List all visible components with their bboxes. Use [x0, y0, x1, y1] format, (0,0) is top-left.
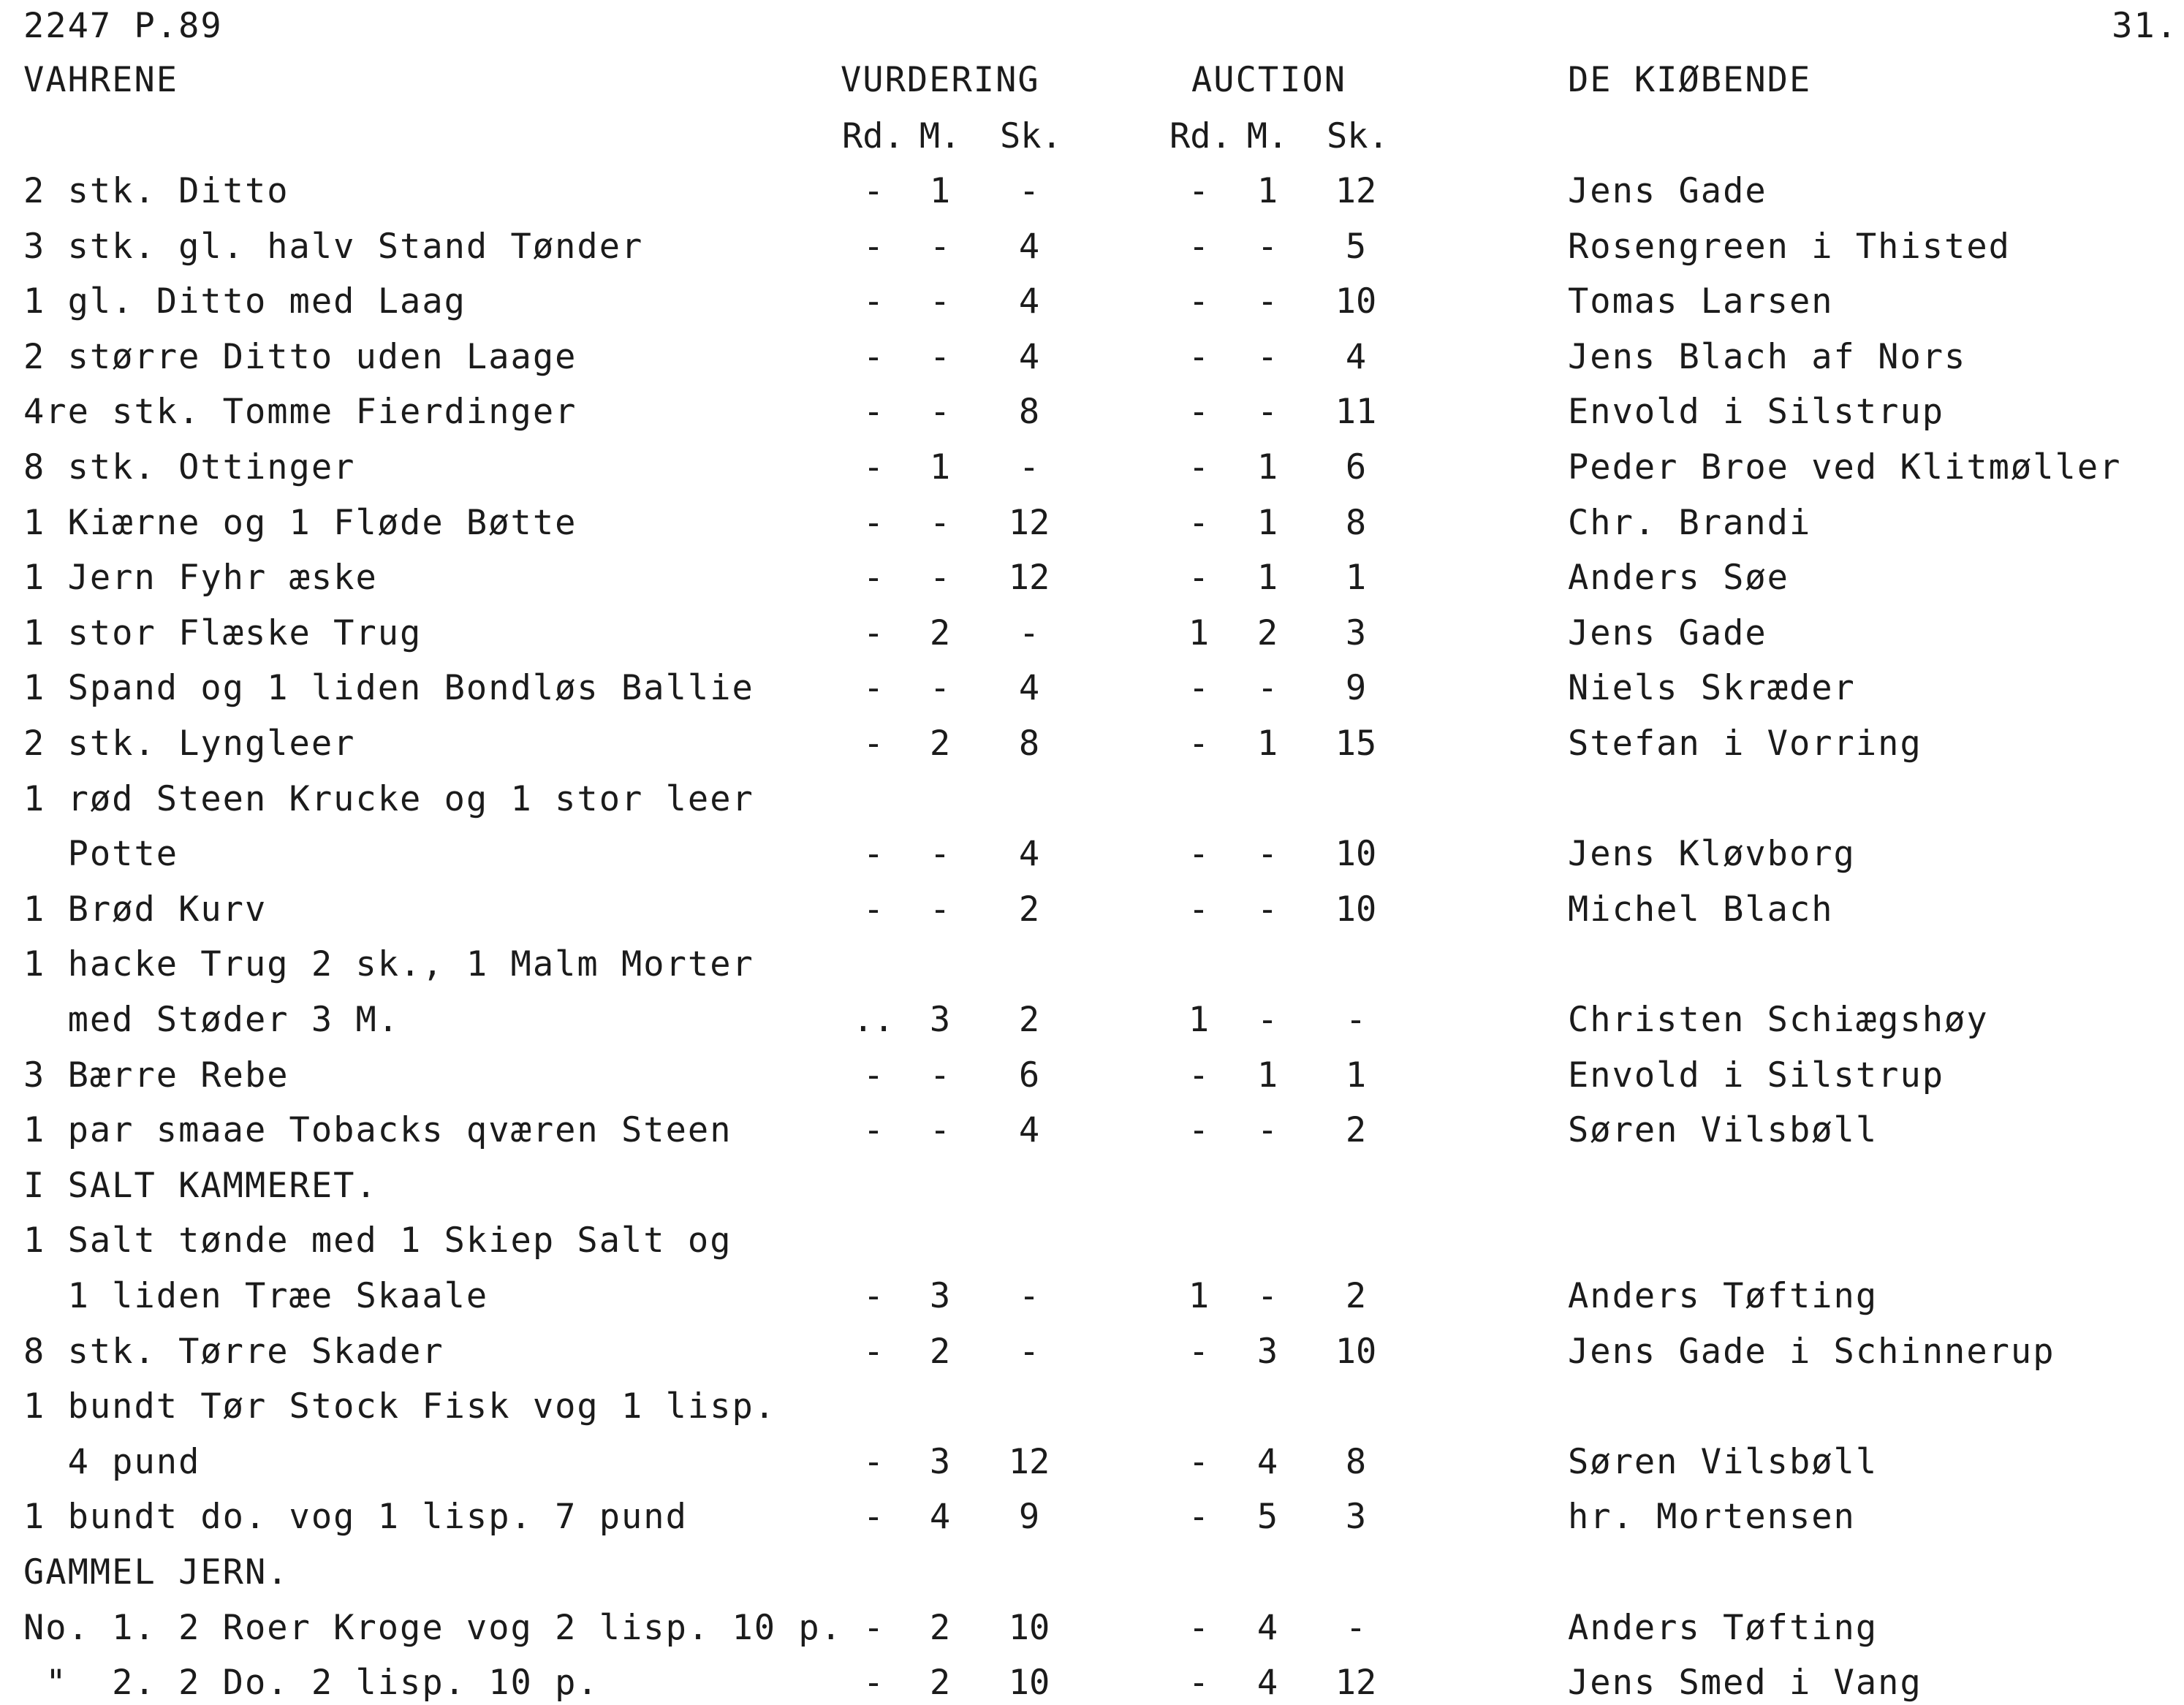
valuation-rd-cell: -: [862, 834, 884, 874]
auction-rd-cell: -: [1188, 227, 1210, 267]
row-buyer: Christen Schiægshøy: [1568, 1000, 1989, 1040]
valuation-sk-cell: 12: [1008, 558, 1050, 598]
valuation-sk-cell: 9: [1018, 1497, 1040, 1537]
row-item: 1 bundt do. vog 1 lisp. 7 pund: [23, 1497, 688, 1537]
valuation-sk-cell: -: [1018, 447, 1040, 487]
auction-sk-cell: 2: [1345, 1276, 1367, 1316]
valuation-sk-cell: 6: [1018, 1055, 1040, 1095]
row-item: 4re stk. Tomme Fierdinger: [23, 392, 577, 432]
row-buyer: Søren Vilsbøll: [1568, 1442, 1878, 1482]
auction-m-cell: 1: [1256, 171, 1278, 211]
row-buyer: Rosengreen i Thisted: [1568, 227, 2011, 267]
auction-m-cell: -: [1256, 227, 1278, 267]
row-buyer: Anders Søe: [1568, 558, 1789, 598]
valuation-m-cell: 4: [929, 1497, 951, 1537]
auction-sk-cell: 4: [1345, 337, 1367, 377]
valuation-rd-cell: -: [862, 447, 884, 487]
valuation-rd-cell: -: [862, 889, 884, 930]
valuation-m-cell: -: [929, 392, 951, 432]
row-item: 1 rød Steen Krucke og 1 stor leer: [23, 779, 754, 819]
valuation-sk-cell: -: [1018, 613, 1040, 653]
auction-m-cell: -: [1256, 281, 1278, 322]
valuation-rd-cell: -: [862, 724, 884, 764]
auction-rd-cell: -: [1188, 1332, 1210, 1372]
valuation-sk-cell: 10: [1008, 1663, 1050, 1703]
auction-rd-cell: -: [1188, 889, 1210, 930]
auction-m-cell: 1: [1256, 724, 1278, 764]
valuation-m-cell: -: [929, 1110, 951, 1150]
column-header-valuation: VURDERING: [841, 60, 1040, 100]
row-item: 4 pund: [23, 1442, 201, 1482]
row-item: 3 Bærre Rebe: [23, 1055, 289, 1095]
valuation-rd-cell: -: [862, 1663, 884, 1703]
auction-sk-cell: 15: [1335, 724, 1377, 764]
row-item: 1 stor Flæske Trug: [23, 613, 422, 653]
row-buyer: Niels Skræder: [1568, 668, 1856, 708]
valuation-m-cell: 3: [929, 1442, 951, 1482]
row-item: " 2. 2 Do. 2 lisp. 10 p.: [23, 1663, 599, 1703]
auction-sk-cell: 6: [1345, 447, 1367, 487]
row-buyer: Jens Gade i Schinnerup: [1568, 1332, 2055, 1372]
row-buyer: Anders Tøfting: [1568, 1608, 1878, 1648]
valuation-m-cell: 3: [929, 1276, 951, 1316]
row-buyer: hr. Mortensen: [1568, 1497, 1856, 1537]
auction-rd-cell: -: [1188, 171, 1210, 211]
valuation-m-cell: 2: [929, 1663, 951, 1703]
auction-m-cell: 1: [1256, 503, 1278, 543]
valuation-rd-cell: -: [862, 1110, 884, 1150]
auction-rd-cell: -: [1188, 558, 1210, 598]
auction-rd-cell: -: [1188, 1497, 1210, 1537]
valuation-m-cell: 2: [929, 724, 951, 764]
valuation-rd-cell: ..: [852, 1000, 895, 1040]
row-buyer: Michel Blach: [1568, 889, 1834, 930]
auction-sk-cell: 10: [1335, 281, 1377, 322]
row-item: Potte: [23, 834, 179, 874]
valuation-rd-cell: -: [862, 613, 884, 653]
auction-rd-cell: -: [1188, 834, 1210, 874]
row-item: 1 hacke Trug 2 sk., 1 Malm Morter: [23, 944, 754, 984]
auction-sk-cell: 1: [1345, 1055, 1367, 1095]
valuation-sk-cell: 8: [1018, 724, 1040, 764]
valuation-m-cell: 2: [929, 1608, 951, 1648]
column-header-auction: AUCTION: [1191, 60, 1347, 100]
row-buyer: Jens Kløvborg: [1568, 834, 1856, 874]
row-item: 1 bundt Tør Stock Fisk vog 1 lisp.: [23, 1386, 777, 1427]
row-item: 1 gl. Ditto med Laag: [23, 281, 466, 322]
auction-sk-cell: 2: [1345, 1110, 1367, 1150]
row-item: 1 Kiærne og 1 Fløde Bøtte: [23, 503, 577, 543]
row-item: No. 1. 2 Roer Kroge vog 2 lisp. 10 p.: [23, 1608, 843, 1648]
row-item: 1 Salt tønde med 1 Skiep Salt og: [23, 1220, 732, 1261]
auction-sk-cell: 11: [1335, 392, 1377, 432]
valuation-rd-cell: -: [862, 1332, 884, 1372]
row-buyer: Chr. Brandi: [1568, 503, 1812, 543]
auction-m-cell: -: [1256, 834, 1278, 874]
row-item: GAMMEL JERN.: [23, 1552, 289, 1592]
valuation-rd-cell: -: [862, 281, 884, 322]
valuation-rd-cell: -: [862, 1055, 884, 1095]
valuation-m-cell: 1: [929, 447, 951, 487]
valuation-m-cell: -: [929, 889, 951, 930]
row-buyer: Envold i Silstrup: [1568, 392, 1945, 432]
auction-m-cell: -: [1256, 668, 1278, 708]
auction-m-cell: -: [1256, 392, 1278, 432]
valuation-m-cell: -: [929, 337, 951, 377]
row-buyer: Jens Smed i Vang: [1568, 1663, 1922, 1703]
auction-rd-cell: -: [1188, 1663, 1210, 1703]
column-header-items: VAHRENE: [23, 60, 179, 100]
document-reference: 2247 P.89: [23, 6, 223, 46]
row-item: 2 stk. Lyngleer: [23, 724, 356, 764]
valuation-rd-cell: -: [862, 503, 884, 543]
auction-m-cell: -: [1256, 1276, 1278, 1316]
auction-m-cell: 1: [1256, 447, 1278, 487]
subheader-auction-m: M.: [1246, 116, 1289, 156]
row-item: 3 stk. gl. halv Stand Tønder: [23, 227, 644, 267]
row-item: med Støder 3 M.: [23, 1000, 401, 1040]
auction-rd-cell: -: [1188, 1442, 1210, 1482]
valuation-sk-cell: 4: [1018, 227, 1040, 267]
valuation-rd-cell: -: [862, 337, 884, 377]
valuation-sk-cell: 8: [1018, 392, 1040, 432]
row-buyer: Stefan i Vorring: [1568, 724, 1922, 764]
auction-m-cell: 1: [1256, 1055, 1278, 1095]
valuation-sk-cell: 4: [1018, 281, 1040, 322]
subheader-auction-sk: Sk.: [1327, 116, 1389, 156]
auction-m-cell: -: [1256, 337, 1278, 377]
auction-sk-cell: 8: [1345, 1442, 1367, 1482]
auction-sk-cell: 10: [1335, 1332, 1377, 1372]
auction-rd-cell: -: [1188, 447, 1210, 487]
auction-m-cell: 3: [1256, 1332, 1278, 1372]
subheader-valuation-sk: Sk.: [1000, 116, 1062, 156]
valuation-sk-cell: 4: [1018, 668, 1040, 708]
auction-sk-cell: 10: [1335, 834, 1377, 874]
row-buyer: Anders Tøfting: [1568, 1276, 1878, 1316]
row-buyer: Tomas Larsen: [1568, 281, 1834, 322]
valuation-sk-cell: 10: [1008, 1608, 1050, 1648]
row-item: 1 Brød Kurv: [23, 889, 268, 930]
auction-sk-cell: 8: [1345, 503, 1367, 543]
auction-rd-cell: -: [1188, 337, 1210, 377]
row-item: 1 liden Træe Skaale: [23, 1276, 489, 1316]
auction-m-cell: -: [1256, 1110, 1278, 1150]
auction-m-cell: 5: [1256, 1497, 1278, 1537]
row-item: 1 par smaae Tobacks qværen Steen: [23, 1110, 732, 1150]
row-item: 8 stk. Tørre Skader: [23, 1332, 444, 1372]
row-buyer: Envold i Silstrup: [1568, 1055, 1945, 1095]
row-buyer: Jens Blach af Nors: [1568, 337, 1967, 377]
subheader-auction-rd: Rd.: [1169, 116, 1232, 156]
valuation-sk-cell: 4: [1018, 337, 1040, 377]
column-header-buyers: DE KIØBENDE: [1568, 60, 1812, 100]
auction-m-cell: 4: [1256, 1442, 1278, 1482]
row-item: 2 større Ditto uden Laage: [23, 337, 577, 377]
valuation-sk-cell: 4: [1018, 834, 1040, 874]
valuation-rd-cell: -: [862, 227, 884, 267]
valuation-m-cell: 2: [929, 613, 951, 653]
auction-sk-cell: 3: [1345, 1497, 1367, 1537]
auction-sk-cell: 3: [1345, 613, 1367, 653]
auction-rd-cell: -: [1188, 1110, 1210, 1150]
valuation-rd-cell: -: [862, 558, 884, 598]
valuation-rd-cell: -: [862, 1442, 884, 1482]
auction-rd-cell: -: [1188, 503, 1210, 543]
subheader-valuation-m: M.: [919, 116, 961, 156]
auction-rd-cell: -: [1188, 1608, 1210, 1648]
auction-sk-cell: 12: [1335, 1663, 1377, 1703]
valuation-sk-cell: 12: [1008, 503, 1050, 543]
auction-m-cell: 1: [1256, 558, 1278, 598]
auction-rd-cell: 1: [1188, 1000, 1210, 1040]
auction-m-cell: 2: [1256, 613, 1278, 653]
valuation-rd-cell: -: [862, 171, 884, 211]
valuation-sk-cell: 2: [1018, 889, 1040, 930]
row-item: 8 stk. Ottinger: [23, 447, 356, 487]
subheader-valuation-rd: Rd.: [842, 116, 904, 156]
auction-sk-cell: -: [1345, 1608, 1367, 1648]
auction-rd-cell: -: [1188, 281, 1210, 322]
auction-m-cell: 4: [1256, 1663, 1278, 1703]
auction-rd-cell: -: [1188, 392, 1210, 432]
page-number: 31.: [2112, 6, 2178, 46]
auction-rd-cell: -: [1188, 1055, 1210, 1095]
row-item: I SALT KAMMERET.: [23, 1166, 378, 1206]
valuation-m-cell: 3: [929, 1000, 951, 1040]
row-buyer: Søren Vilsbøll: [1568, 1110, 1878, 1150]
valuation-m-cell: -: [929, 281, 951, 322]
valuation-sk-cell: 4: [1018, 1110, 1040, 1150]
row-buyer: Peder Broe ved Klitmøller: [1568, 447, 2122, 487]
auction-sk-cell: 5: [1345, 227, 1367, 267]
valuation-m-cell: -: [929, 834, 951, 874]
row-buyer: Jens Gade: [1568, 171, 1767, 211]
auction-sk-cell: 12: [1335, 171, 1377, 211]
auction-sk-cell: 9: [1345, 668, 1367, 708]
valuation-rd-cell: -: [862, 392, 884, 432]
auction-sk-cell: -: [1345, 1000, 1367, 1040]
valuation-rd-cell: -: [862, 1497, 884, 1537]
auction-m-cell: 4: [1256, 1608, 1278, 1648]
auction-m-cell: -: [1256, 889, 1278, 930]
valuation-m-cell: -: [929, 227, 951, 267]
valuation-sk-cell: -: [1018, 171, 1040, 211]
valuation-m-cell: -: [929, 558, 951, 598]
valuation-m-cell: 2: [929, 1332, 951, 1372]
auction-rd-cell: 1: [1188, 613, 1210, 653]
valuation-sk-cell: -: [1018, 1332, 1040, 1372]
auction-rd-cell: -: [1188, 724, 1210, 764]
auction-m-cell: -: [1256, 1000, 1278, 1040]
valuation-m-cell: -: [929, 1055, 951, 1095]
auction-rd-cell: -: [1188, 668, 1210, 708]
auction-rd-cell: 1: [1188, 1276, 1210, 1316]
valuation-sk-cell: 2: [1018, 1000, 1040, 1040]
valuation-rd-cell: -: [862, 1608, 884, 1648]
valuation-sk-cell: -: [1018, 1276, 1040, 1316]
valuation-rd-cell: -: [862, 668, 884, 708]
valuation-rd-cell: -: [862, 1276, 884, 1316]
valuation-sk-cell: 12: [1008, 1442, 1050, 1482]
auction-sk-cell: 1: [1345, 558, 1367, 598]
valuation-m-cell: 1: [929, 171, 951, 211]
valuation-m-cell: -: [929, 503, 951, 543]
valuation-m-cell: -: [929, 668, 951, 708]
auction-sk-cell: 10: [1335, 889, 1377, 930]
row-buyer: Jens Gade: [1568, 613, 1767, 653]
row-item: 2 stk. Ditto: [23, 171, 289, 211]
row-item: 1 Spand og 1 liden Bondløs Ballie: [23, 668, 754, 708]
row-item: 1 Jern Fyhr æske: [23, 558, 378, 598]
